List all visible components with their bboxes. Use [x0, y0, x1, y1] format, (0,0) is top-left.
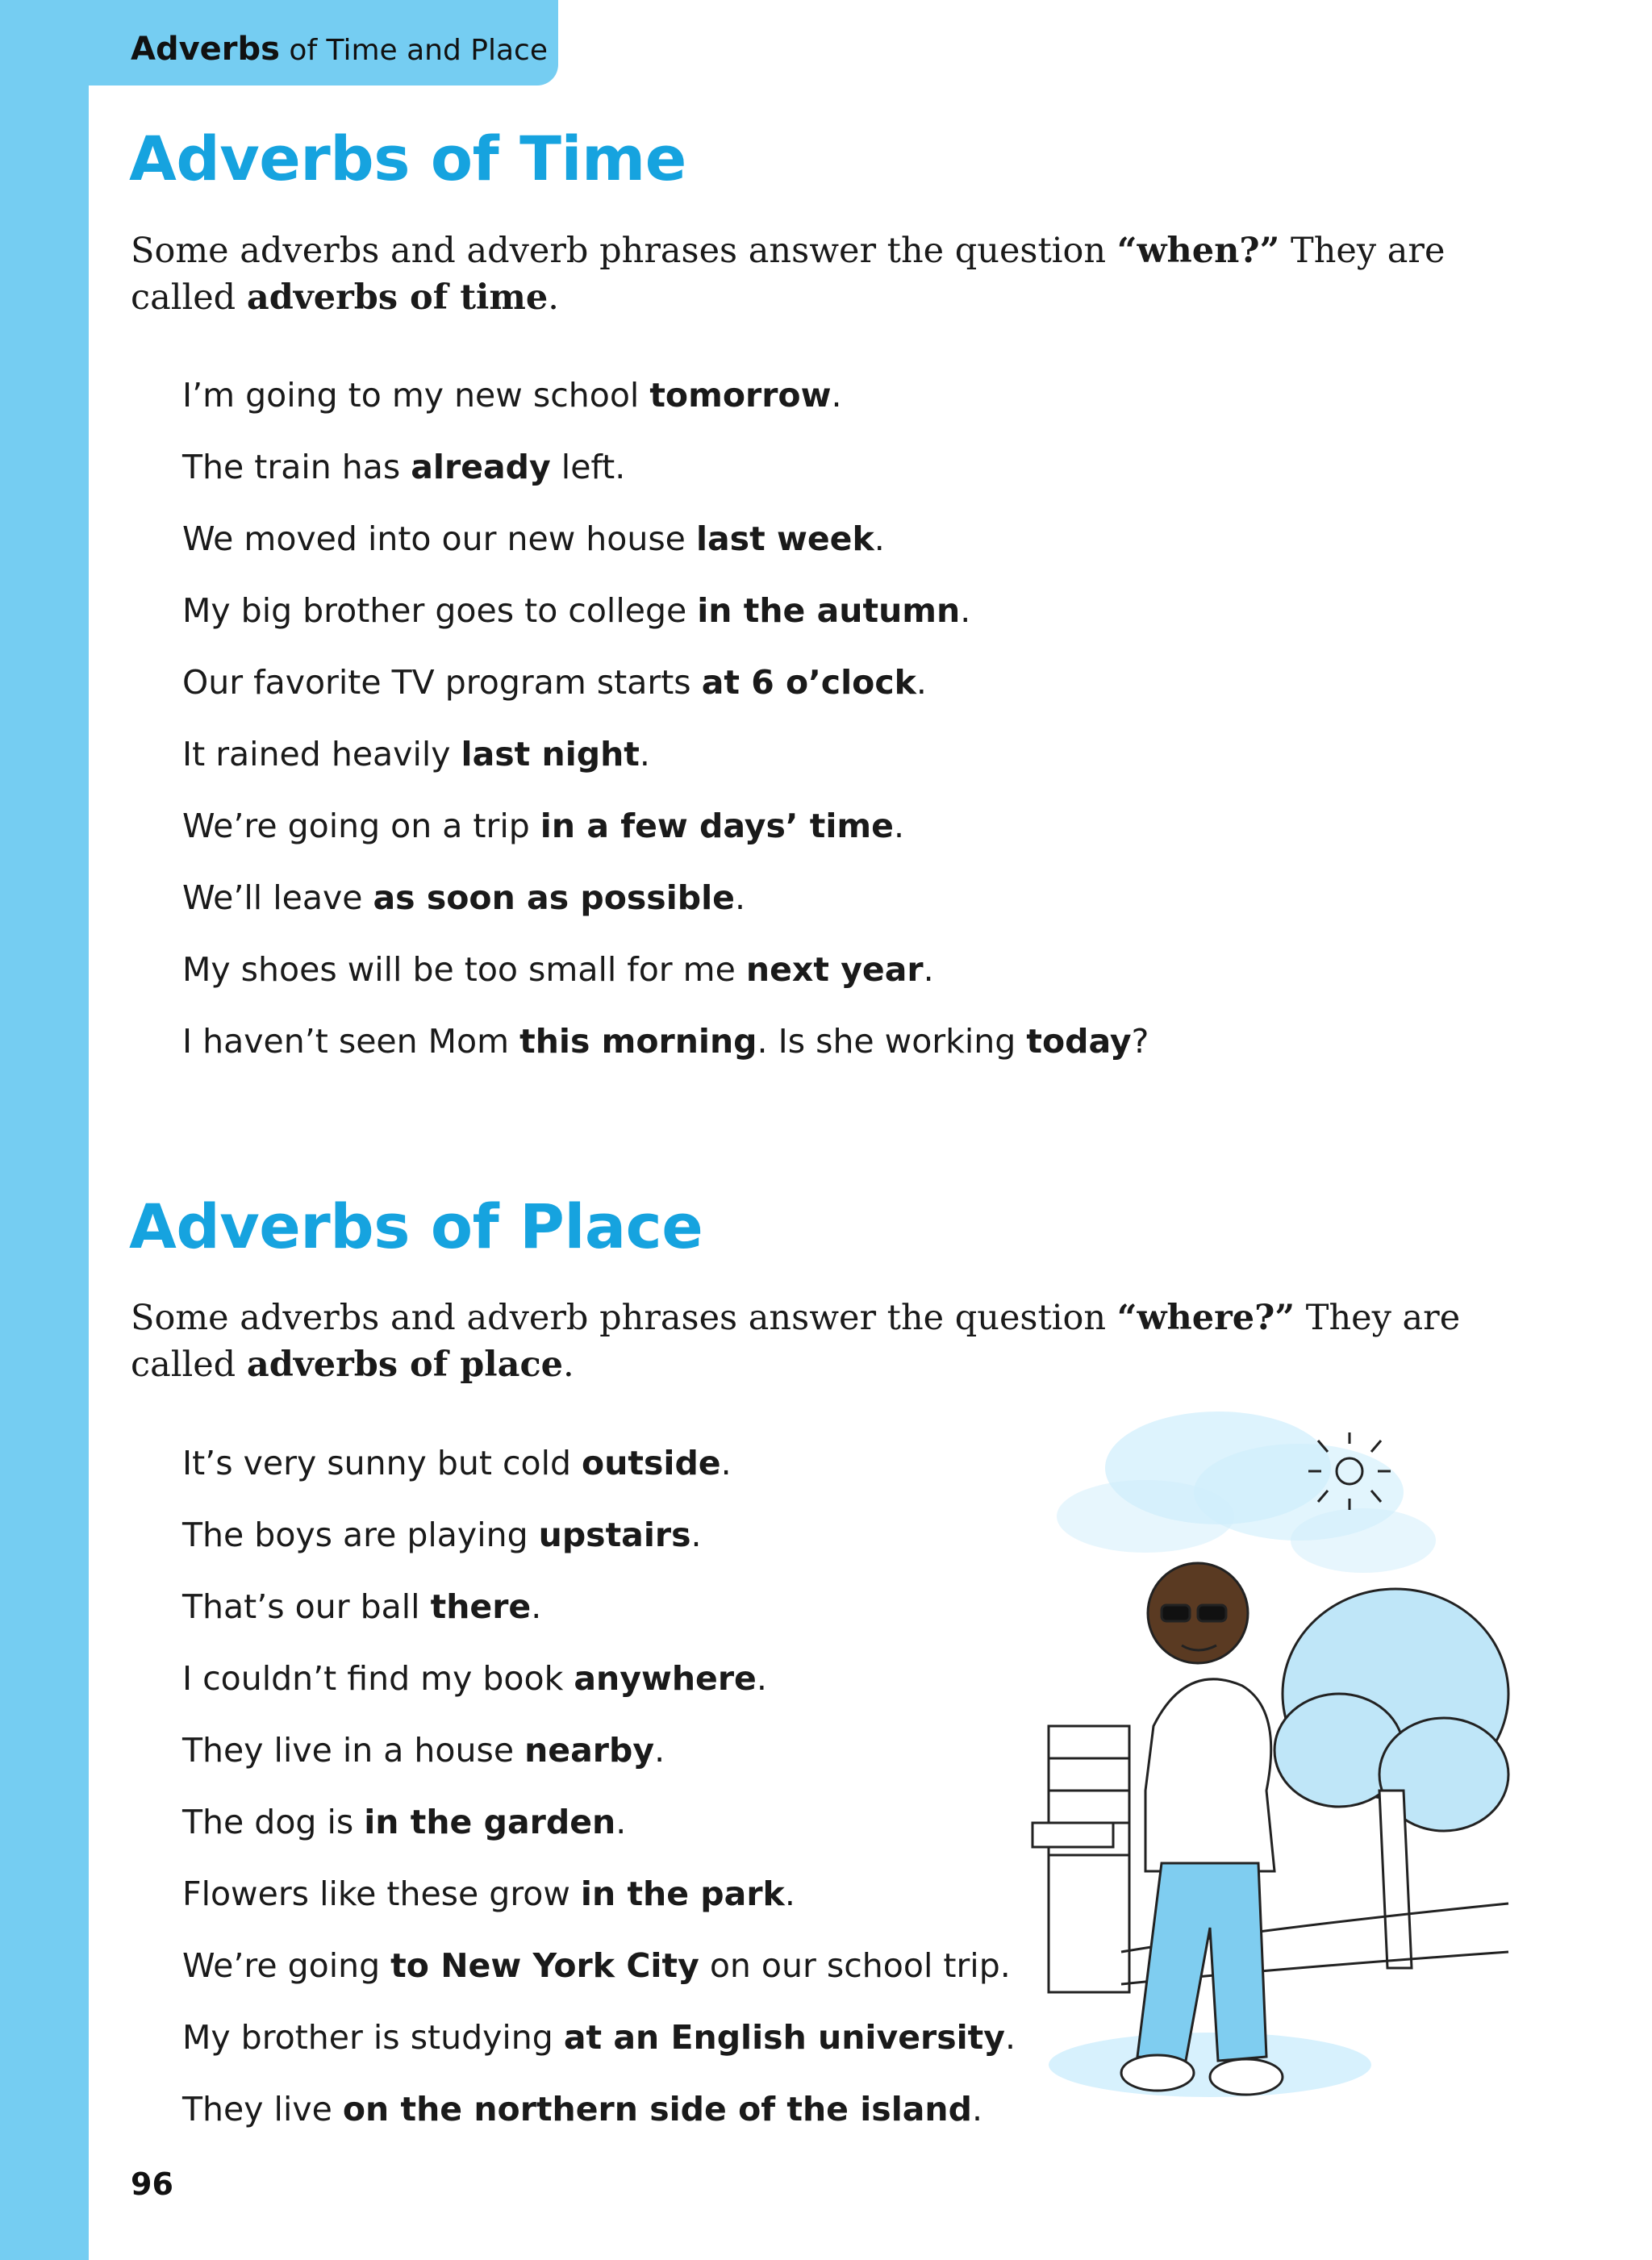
running-header-rest: of Time and Place	[279, 34, 548, 67]
tree	[1274, 1589, 1508, 1968]
sentence-text: .	[548, 277, 559, 318]
sentence-text: .	[690, 1516, 702, 1554]
sentence-text: .	[923, 950, 934, 989]
section-title-place: Adverbs of Place	[129, 1190, 703, 1262]
example-sentence	[182, 1930, 1016, 2002]
sky-clouds	[1057, 1411, 1436, 1573]
sentence-text: .	[1005, 2018, 1016, 2057]
example-sentence	[182, 1643, 1016, 1715]
example-sentence	[182, 1499, 1016, 1571]
adverb-phrase: outside	[582, 1444, 721, 1482]
adverb-phrase: anywhere	[574, 1659, 757, 1698]
example-sentence	[182, 1787, 1016, 1858]
sentence-text: Some adverbs and adverb phrases answer the question	[131, 231, 1117, 271]
sentence-text: We’re going	[182, 1946, 391, 1985]
example-sentence	[182, 862, 1149, 934]
sentence-text: .	[639, 735, 650, 773]
sentence-text: They are called	[131, 1298, 1461, 1385]
adverb-phrase: as soon as possible	[373, 878, 735, 917]
sentence-text: I haven’t seen Mom	[182, 1022, 520, 1061]
adverb-phrase: in the garden	[364, 1803, 616, 1841]
adverb-phrase: in a few days’ time	[540, 807, 894, 845]
sentence-text: .	[563, 1345, 574, 1385]
sentence-text: .	[874, 519, 885, 558]
example-sentence	[182, 503, 1149, 575]
sentence-text: .	[916, 663, 927, 702]
section-title-time: Adverbs of Time	[129, 123, 686, 194]
running-header	[131, 31, 548, 68]
example-sentence	[182, 719, 1149, 790]
adverb-phrase: at an English university	[563, 2018, 1005, 2057]
adverb-phrase: to New York City	[390, 1946, 699, 1985]
sentence-text: left.	[550, 448, 626, 486]
header-tab	[0, 0, 558, 85]
sentence-text: The dog is	[182, 1803, 365, 1841]
sentence-text: The train has	[182, 448, 411, 486]
examples-place	[182, 1428, 1016, 2145]
adverb-phrase: last night	[461, 735, 640, 773]
adverb-phrase: there	[430, 1587, 532, 1626]
sentence-text: The boys are playing	[182, 1516, 539, 1554]
sentence-text: .	[734, 878, 746, 917]
sentence-text: .	[654, 1731, 665, 1770]
example-sentence	[182, 575, 1149, 647]
adverb-phrase: “where?”	[1116, 1298, 1295, 1338]
example-sentence	[182, 647, 1149, 719]
adverb-phrase: adverbs of time	[246, 277, 549, 318]
adverb-phrase: next year	[745, 950, 924, 989]
example-sentence	[182, 934, 1149, 1006]
sentence-text: on our school trip.	[699, 1946, 1011, 1985]
example-sentence	[182, 1006, 1149, 1078]
example-sentence	[182, 2074, 1016, 2145]
sentence-text: .	[971, 2090, 983, 2129]
sentence-text: They are called	[131, 231, 1446, 318]
sentence-text: .	[720, 1444, 732, 1482]
example-sentence	[182, 2002, 1016, 2074]
adverb-phrase: “when?”	[1116, 231, 1280, 271]
building	[1032, 1726, 1129, 1992]
adverb-phrase: at 6 o’clock	[701, 663, 916, 702]
adverb-phrase: in the autumn	[697, 591, 961, 630]
sentence-text: Our favorite TV program starts	[182, 663, 702, 702]
adverb-phrase: in the park	[580, 1874, 785, 1913]
sentence-text: .	[615, 1803, 627, 1841]
sentence-text: My brother is studying	[182, 2018, 564, 2057]
example-sentence	[182, 1858, 1016, 1930]
adverb-phrase: adverbs of place	[246, 1345, 563, 1385]
boy-walking-illustration	[1024, 1371, 1525, 2129]
sentence-text: My big brother goes to college	[182, 591, 698, 630]
intro-time	[131, 227, 1550, 321]
sentence-text: My shoes will be too small for me	[182, 950, 746, 989]
sentence-text: We moved into our new house	[182, 519, 696, 558]
sentence-text: We’re going on a trip	[182, 807, 540, 845]
sentence-text: I’m going to my new school	[182, 376, 650, 415]
sentence-text: It’s very sunny but cold	[182, 1444, 582, 1482]
adverb-phrase: already	[411, 448, 551, 486]
page-number: 96	[131, 2166, 173, 2202]
adverb-phrase: this morning	[519, 1022, 757, 1061]
example-sentence	[182, 1715, 1016, 1787]
running-header-bold: Adverbs	[131, 31, 280, 68]
sentence-text: .	[756, 1659, 767, 1698]
sentence-text: They live	[182, 2090, 343, 2129]
adverb-phrase: last week	[695, 519, 874, 558]
sentence-text: Flowers like these grow	[182, 1874, 581, 1913]
example-sentence	[182, 1428, 1016, 1499]
sentence-text: I couldn’t find my book	[182, 1659, 574, 1698]
adverb-phrase: on the northern side of the island	[342, 2090, 972, 2129]
sentence-text: Some adverbs and adverb phrases answer the question	[131, 1298, 1117, 1338]
sentence-text: .	[960, 591, 971, 630]
adverb-phrase: upstairs	[538, 1516, 691, 1554]
sentence-text: .	[784, 1874, 795, 1913]
sentence-text: We’ll leave	[182, 878, 373, 917]
adverb-phrase: today	[1026, 1022, 1132, 1061]
sentence-text: .	[531, 1587, 542, 1626]
example-sentence	[182, 790, 1149, 862]
boy	[1121, 1563, 1283, 2095]
adverb-phrase: nearby	[524, 1731, 655, 1770]
sentence-text: .	[893, 807, 905, 845]
example-sentence	[182, 432, 1149, 503]
sentence-text: . Is she working	[757, 1022, 1027, 1061]
left-color-band	[0, 0, 89, 2260]
sentence-text: They live in a house	[182, 1731, 525, 1770]
sentence-text: .	[831, 376, 842, 415]
example-sentence	[182, 360, 1149, 432]
example-sentence	[182, 1571, 1016, 1643]
examples-time	[182, 360, 1149, 1078]
sentence-text: That’s our ball	[182, 1587, 431, 1626]
sentence-text: It rained heavily	[182, 735, 461, 773]
sentence-text: ?	[1131, 1022, 1149, 1061]
adverb-phrase: tomorrow	[649, 376, 832, 415]
